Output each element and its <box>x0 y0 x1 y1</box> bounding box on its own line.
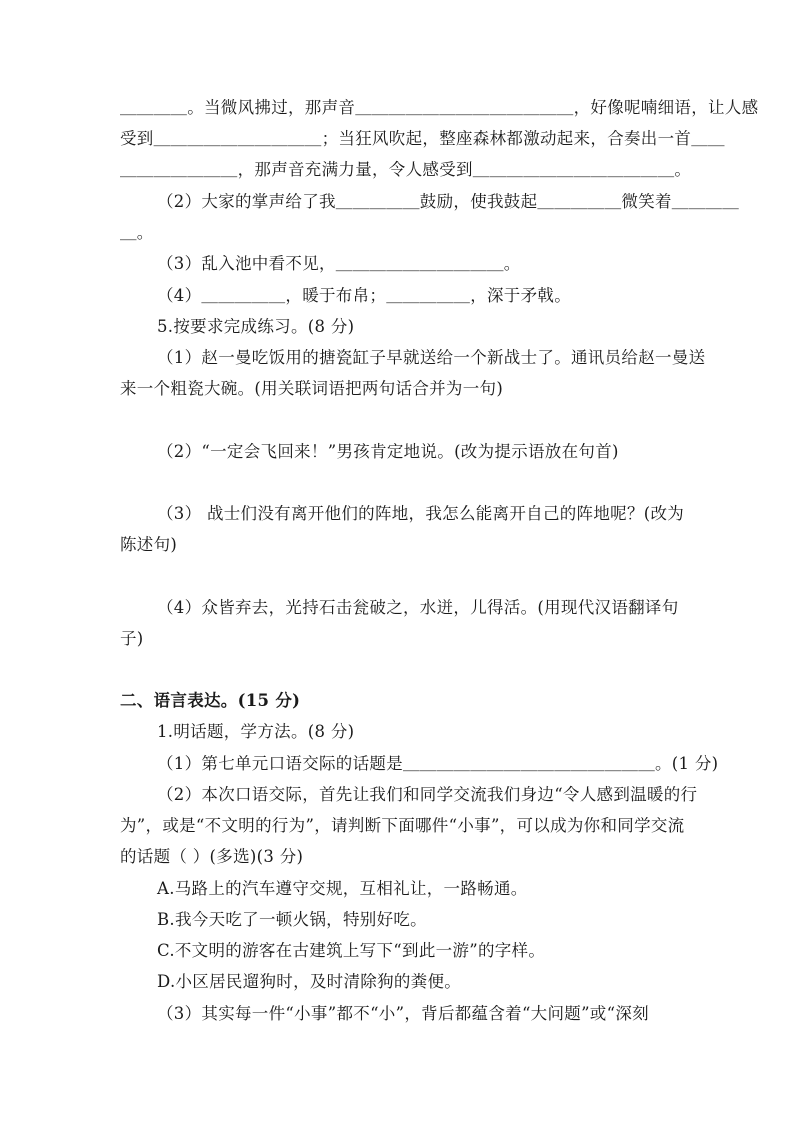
text-line: 陈述句) <box>120 535 178 554</box>
section-heading: 1.明话题，学方法。(8 分) <box>157 722 355 741</box>
text-line: ＿＿＿＿＿＿＿，那声音充满力量，令人感受到＿＿＿＿＿＿＿＿＿＿＿＿。 <box>120 160 692 179</box>
text-line: ＿。 <box>120 223 154 242</box>
option-a: A.马路上的汽车遵守交规，互相礼让，一路畅通。 <box>157 879 528 898</box>
question-item: （2）“一定会飞回来！”男孩肯定地说。(改为提示语放在句首) <box>157 442 619 461</box>
text-line: 的话题（ ）(多选)(3 分) <box>120 847 304 866</box>
question-item: （1）赵一曼吃饭用的搪瓷缸子早就送给一个新战士了。通讯员给赵一曼送 <box>157 348 706 367</box>
question-item: （4）＿＿＿＿＿，暖于布帛；＿＿＿＿＿，深于矛戟。 <box>157 286 571 305</box>
question-item: （4）众皆弃去，光持石击瓮破之，水迸，儿得活。(用现代汉语翻译句 <box>157 598 679 617</box>
option-c: C.不文明的游客在古建筑上写下“到此一游”的字样。 <box>157 941 546 960</box>
text-line: ＿＿＿＿。当微风拂过，那声音＿＿＿＿＿＿＿＿＿＿＿＿＿，好像呢喃细语，让人感 <box>120 98 759 117</box>
text-line: 受到＿＿＿＿＿＿＿＿＿＿；当狂风吹起，整座森林都激动起来，合奏出一首＿＿ <box>120 129 725 148</box>
text-line: 来一个粗瓷大碗。(用关联词语把两句话合并为一句) <box>120 379 504 398</box>
question-item: （3）乱入池中看不见，＿＿＿＿＿＿＿＿＿＿。 <box>157 254 521 273</box>
text-line: 为”，或是“不文明的行为”，请判断下面哪件“小事”，可以成为你和同学交流 <box>120 816 685 835</box>
option-b: B.我今天吃了一顿火锅，特别好吃。 <box>157 910 427 929</box>
question-item: （2）大家的掌声给了我＿＿＿＿＿鼓励，使我鼓起＿＿＿＿＿微笑着＿＿＿＿ <box>157 192 739 211</box>
question-item: （3） 战士们没有离开他们的阵地，我怎么能离开自己的阵地呢？(改为 <box>157 504 685 523</box>
option-d: D.小区居民遛狗时，及时清除狗的粪便。 <box>157 972 462 991</box>
question-item: （3）其实每一件“小事”都不“小”，背后都蕴含着“大问题”或“深刻 <box>157 1004 649 1023</box>
section-heading: 5.按要求完成练习。(8 分) <box>157 317 355 336</box>
text-line: 子) <box>120 629 144 648</box>
section-title: 二、语言表达。(15 分) <box>120 691 301 710</box>
question-item: （1）第七单元口语交际的话题是＿＿＿＿＿＿＿＿＿＿＿＿＿＿＿。(1 分) <box>157 754 719 773</box>
question-item: （2）本次口语交际，首先让我们和同学交流我们身边“令人感到温暖的行 <box>157 785 698 804</box>
